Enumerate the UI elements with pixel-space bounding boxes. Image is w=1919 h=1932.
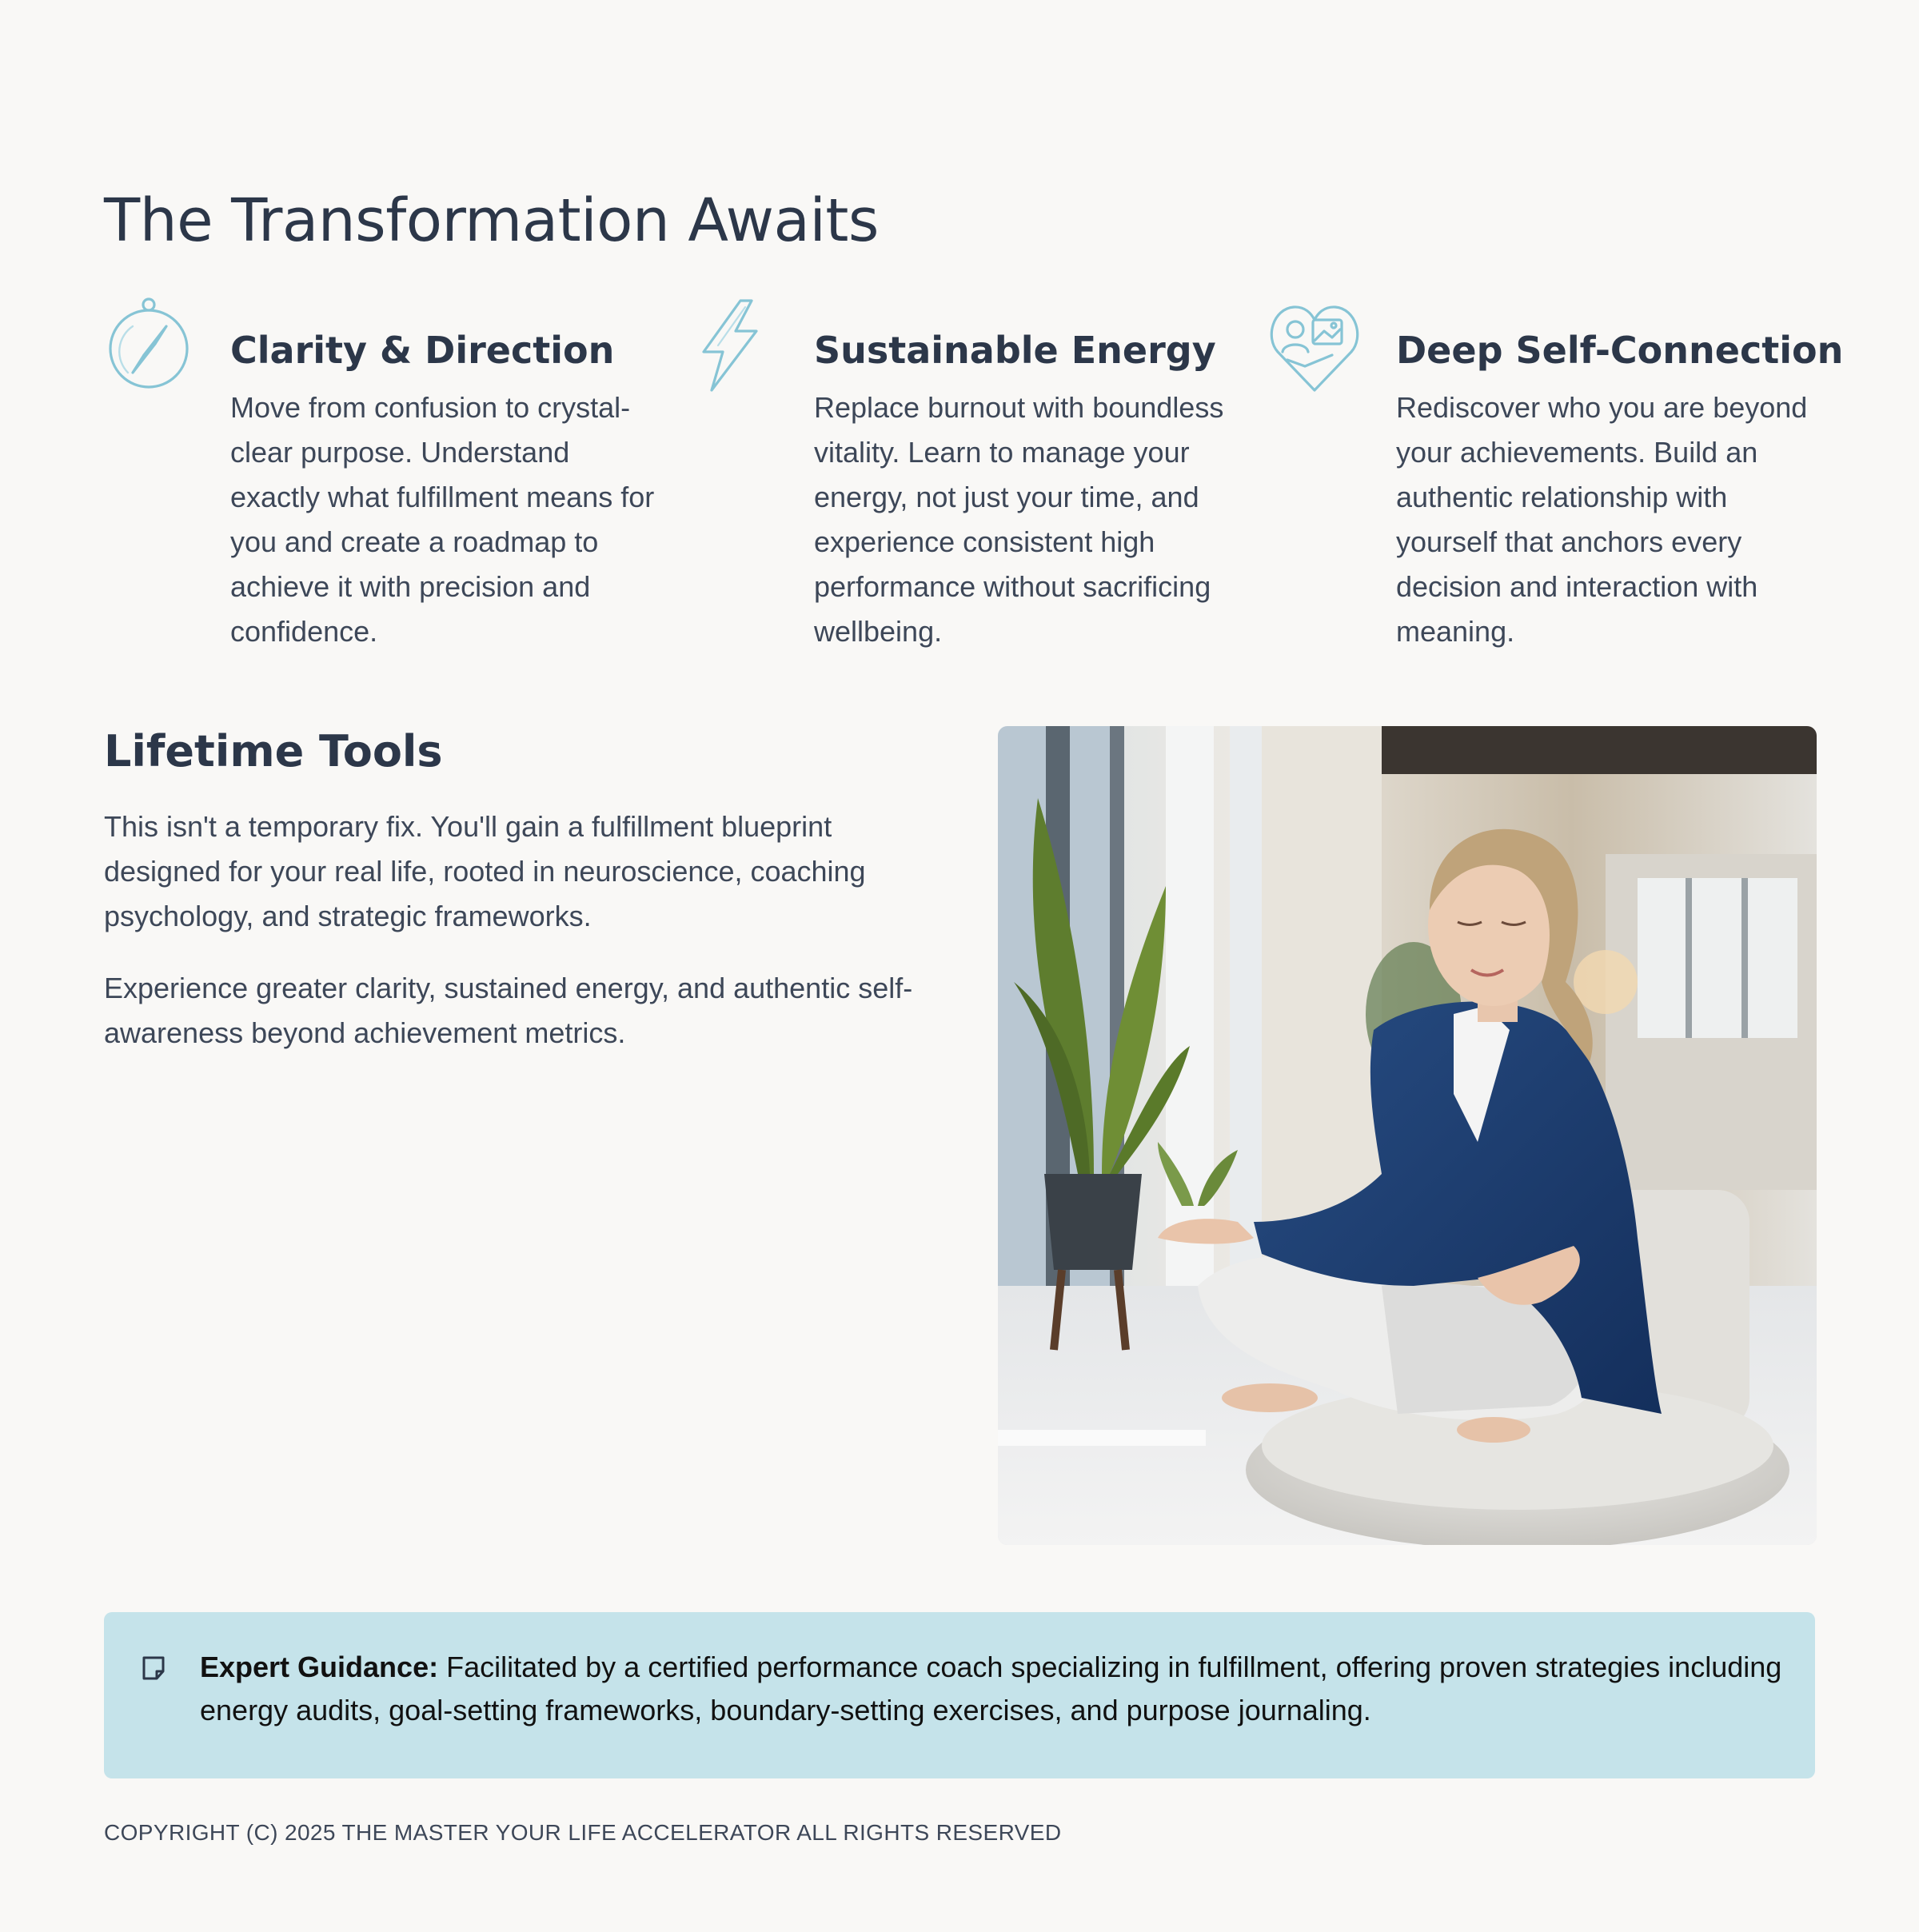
feature-clarity [104,296,664,664]
tools-paragraph: Experience greater clarity, sustained energy, and authentic self-awareness beyond achievement metrics. [104,972,913,1049]
compass-icon [104,296,200,392]
heart-portrait-icon [1268,296,1364,392]
feature-description: Replace burnout with boundless vitality. Learn to manage your energy, not just your time, and experience consistent high performance without sacrificing wellbeing. [814,391,1224,648]
section-title-lifetime-tools: Lifetime Tools [104,726,443,776]
lightning-bolt-icon [688,296,784,392]
feature-title: Sustainable Energy [814,329,1216,372]
callout-label: Expert Guidance: [200,1651,439,1683]
callout-text [200,1646,1791,1732]
note-icon [139,1654,168,1683]
feature-self-connection [1268,296,1844,664]
page-title: The Transformation Awaits [104,186,879,255]
feature-energy [688,296,1247,664]
tools-paragraph: This isn't a temporary fix. You'll gain a fulfillment blueprint designed for your real life, rooted in neuroscience, coaching psychology, and strategic frameworks. [104,810,866,932]
feature-title: Clarity & Direction [230,329,615,372]
feature-title: Deep Self-Connection [1396,329,1844,372]
meditating-woman-photo [998,726,1817,1545]
callout-body: Facilitated by a certified performance coach specializing in fulfillment, offering proven strategies including energy audits, goal-setting frameworks, boundary-setting exercises, and purpose journaling. [200,1651,1782,1726]
expert-guidance-callout [104,1612,1815,1778]
copyright-text: COPYRIGHT (C) 2025 THE MASTER YOUR LIFE ACCELERATOR ALL RIGHTS RESERVED [104,1820,1062,1845]
feature-description: Move from confusion to crystal-clear purpose. Understand exactly what fulfillment means for you and create a roadmap to achieve it with precision and confidence. [230,391,655,648]
feature-description: Rediscover who you are beyond your achievements. Build an authentic relationship with yourself that anchors every decision and interaction with meaning. [1396,391,1808,648]
